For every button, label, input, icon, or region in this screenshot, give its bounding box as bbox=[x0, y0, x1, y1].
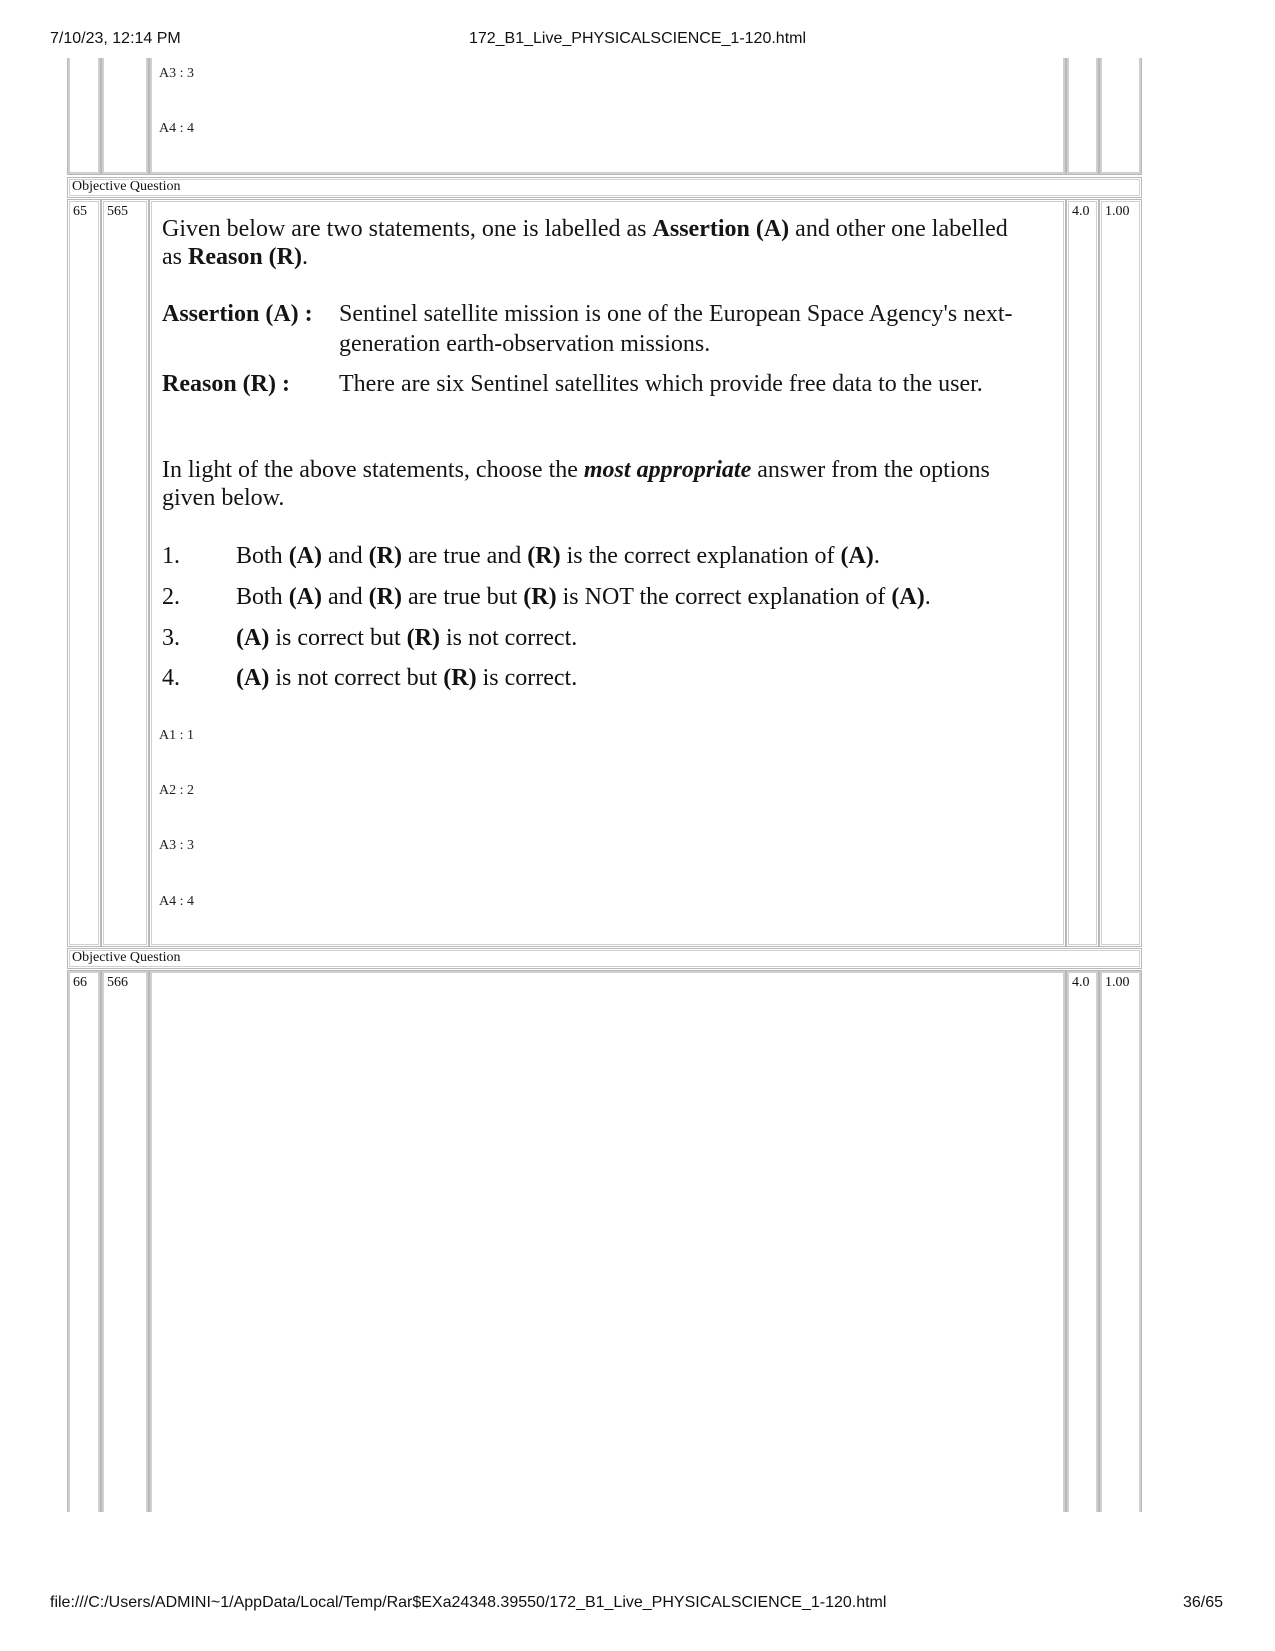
q65-intro-text-c: as bbox=[162, 244, 188, 270]
q66-qid-cell bbox=[101, 970, 149, 1512]
q65-opt1-p1: (A) bbox=[288, 543, 323, 569]
q65-opt4-p4: is correct. bbox=[476, 665, 578, 691]
q65-intro-reason: Reason (R) bbox=[188, 244, 302, 270]
q65-opt1-p7: (A) bbox=[840, 543, 874, 569]
q65-sno-cell bbox=[67, 199, 101, 947]
q65-opt1-p5: (R) bbox=[527, 543, 561, 569]
section-banner-1 bbox=[67, 177, 1142, 198]
section-banner-2 bbox=[67, 948, 1142, 969]
prev-qid-cell bbox=[101, 58, 149, 175]
q66-marks-cell bbox=[1066, 970, 1099, 1512]
q66-qid: 566 bbox=[107, 975, 128, 990]
prev-answer-a4: A4 : 4 bbox=[159, 121, 194, 136]
q65-intro-text-a: Given below are two statements, one is labelled as bbox=[162, 216, 653, 242]
q66-sno: 66 bbox=[73, 975, 87, 990]
q66-question-cell bbox=[149, 970, 1066, 1512]
q65-reason-label bbox=[162, 369, 290, 399]
prev-answer-a3: A3 : 3 bbox=[159, 66, 194, 81]
q65-marks-cell bbox=[1066, 199, 1099, 947]
q65-reason-label-text: Reason (R) : bbox=[162, 371, 290, 397]
q65-negative: 1.00 bbox=[1105, 204, 1130, 219]
q65-answer-a3: A3 : 3 bbox=[159, 838, 194, 853]
q65-opt3-p2: is correct but bbox=[269, 625, 407, 651]
q65-qid: 565 bbox=[107, 204, 128, 219]
section-banner-label: Objective Question bbox=[72, 179, 181, 194]
q66-negative: 1.00 bbox=[1105, 975, 1130, 990]
q65-assertion-text bbox=[339, 299, 1054, 359]
q65-option-4-num: 4. bbox=[162, 665, 180, 691]
q65-assertion-line-2: generation earth-observation missions. bbox=[339, 331, 711, 357]
prev-sno-cell bbox=[67, 58, 101, 175]
q65-opt2-p1: (A) bbox=[288, 584, 323, 610]
q65-negative-cell bbox=[1099, 199, 1142, 947]
q65-instruction-text-c: given below. bbox=[162, 485, 285, 511]
q65-option-1-num: 1. bbox=[162, 543, 180, 569]
q65-option-3-text bbox=[236, 623, 577, 653]
q65-assertion-label bbox=[162, 299, 313, 329]
q65-opt4-p1: (A) bbox=[236, 665, 270, 691]
q65-opt1-p8: . bbox=[873, 543, 880, 569]
q65-question-cell bbox=[149, 199, 1066, 947]
print-doc-title: 172_B1_Live_PHYSICALSCIENCE_1-120.html bbox=[468, 30, 807, 47]
q65-instruction-line-1 bbox=[162, 455, 1062, 485]
q65-opt1-p0: Both bbox=[236, 543, 289, 569]
q65-option-4-text bbox=[236, 663, 577, 693]
print-footer bbox=[0, 1592, 1275, 1616]
q65-assertion-label-text: Assertion (A) : bbox=[162, 301, 313, 327]
prev-marks-cell bbox=[1066, 58, 1099, 175]
q65-instruction-line-2 bbox=[162, 483, 284, 513]
q65-instruction-emphasis: most appropriate bbox=[583, 457, 752, 483]
q65-opt3-p4: is not correct. bbox=[439, 625, 578, 651]
q65-opt2-p4: are true but bbox=[402, 584, 524, 610]
q65-opt2-p7: (A) bbox=[891, 584, 925, 610]
print-page-number: 36/65 bbox=[1182, 1594, 1223, 1611]
q65-opt4-p3: (R) bbox=[443, 665, 477, 691]
q65-opt2-p8: . bbox=[924, 584, 931, 610]
q65-opt3-p1: (A) bbox=[236, 625, 270, 651]
q65-option-3-num: 3. bbox=[162, 625, 180, 651]
q65-answer-a4: A4 : 4 bbox=[159, 894, 194, 909]
q65-opt2-p5: (R) bbox=[523, 584, 557, 610]
q65-intro-text-d: . bbox=[302, 244, 308, 270]
prev-question-cell bbox=[149, 58, 1066, 175]
q65-answer-a1: A1 : 1 bbox=[159, 728, 194, 743]
q65-option-2-text bbox=[236, 582, 931, 612]
q65-opt2-p6: is NOT the correct explanation of bbox=[556, 584, 892, 610]
q65-opt1-p4: are true and bbox=[402, 543, 528, 569]
q65-opt4-p2: is not correct but bbox=[269, 665, 444, 691]
q65-answer-a2: A2 : 2 bbox=[159, 783, 194, 798]
q65-reason-text bbox=[339, 369, 1054, 399]
q65-assertion-line-1: Sentinel satellite mission is one of the European Space Agency's next- bbox=[339, 301, 1013, 327]
q65-opt2-p3: (R) bbox=[368, 584, 402, 610]
q65-instruction-text-b: answer from the options bbox=[751, 457, 990, 483]
print-datetime: 7/10/23, 12:14 PM bbox=[50, 30, 181, 47]
section-banner-2-label: Objective Question bbox=[72, 950, 181, 965]
print-file-url: file:///C:/Users/ADMINI~1/AppData/Local/Temp/Rar$EXa24348.39550/172_B1_Live_PHYSICALSCIENCE_1-120.html bbox=[50, 1594, 887, 1611]
q65-intro-assertion: Assertion (A) bbox=[652, 216, 790, 242]
q65-option-2-num: 2. bbox=[162, 584, 180, 610]
q65-qid-cell bbox=[101, 199, 149, 947]
q65-reason-line: There are six Sentinel satellites which provide free data to the user. bbox=[339, 371, 983, 397]
q65-option-1-text bbox=[236, 541, 880, 571]
q66-negative-cell bbox=[1099, 970, 1142, 1512]
q65-opt3-p3: (R) bbox=[406, 625, 440, 651]
q65-opt2-p2: and bbox=[322, 584, 369, 610]
q66-sno-cell bbox=[67, 970, 101, 1512]
prev-negative-cell bbox=[1099, 58, 1142, 175]
q65-intro-line-2 bbox=[162, 242, 308, 272]
q65-opt1-p6: is the correct explanation of bbox=[560, 543, 841, 569]
q65-opt1-p3: (R) bbox=[368, 543, 402, 569]
q65-marks: 4.0 bbox=[1072, 204, 1090, 219]
print-header bbox=[0, 28, 1275, 52]
q65-opt2-p0: Both bbox=[236, 584, 289, 610]
q66-marks: 4.0 bbox=[1072, 975, 1090, 990]
q65-instruction-text-a: In light of the above statements, choose the bbox=[162, 457, 584, 483]
q65-opt1-p2: and bbox=[322, 543, 369, 569]
q65-intro-line-1 bbox=[162, 214, 1062, 244]
q65-intro-text-b: and other one labelled bbox=[789, 216, 1008, 242]
q65-sno: 65 bbox=[73, 204, 87, 219]
